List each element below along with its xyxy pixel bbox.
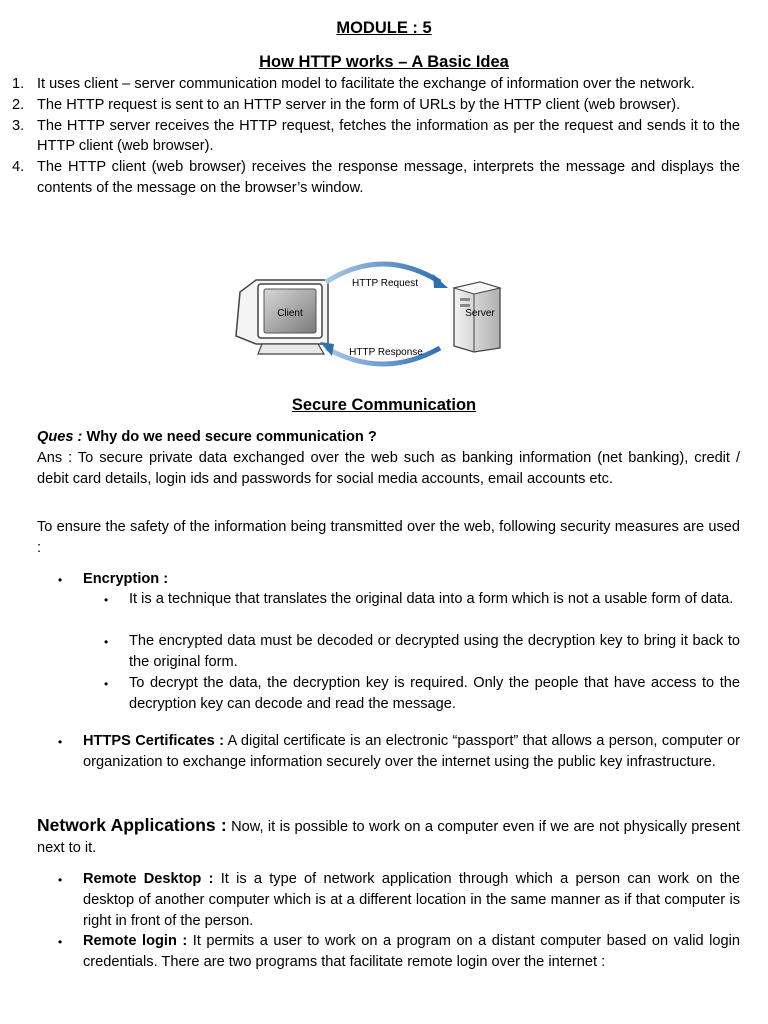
http-heading: How HTTP works – A Basic Idea — [259, 53, 509, 71]
request-label: HTTP Request — [352, 278, 418, 289]
network-heading: Network Applications : — [37, 815, 227, 835]
list-item — [58, 869, 740, 931]
request-arrowhead-icon — [433, 274, 448, 288]
secure-heading: Secure Communication — [291, 396, 477, 414]
list-text: The encrypted data must be decoded or decrypted using the decryption key to bring it back to the original form. — [129, 633, 740, 670]
bullet-icon: • — [58, 935, 63, 949]
encryption-label: Encryption : — [83, 571, 169, 587]
bullet-icon: • — [104, 593, 109, 607]
bullet-icon: • — [104, 635, 109, 649]
list-item — [58, 931, 740, 973]
list-item — [104, 631, 740, 673]
network-intro: Now, it is possible to work on a computer even if we are not physically present next to it. — [37, 819, 740, 856]
http-diagram — [228, 252, 518, 372]
list-item — [12, 74, 740, 95]
intro-paragraph: To ensure the safety of the information being transmitted over the web, following security measures are used : — [37, 519, 740, 556]
list-item — [104, 589, 740, 611]
remote-login-label: Remote login : — [83, 933, 188, 949]
list-item — [58, 569, 740, 591]
response-label: HTTP Response — [349, 347, 423, 358]
remote-login-text: It permits a user to work on a program on a distant computer based on valid login credentials. There are two programs that facilitate remote login over the internet : — [83, 933, 740, 970]
ques-text: Why do we need secure communication ? — [86, 429, 377, 445]
question-line — [37, 427, 740, 448]
remote-desktop-label: Remote Desktop : — [83, 871, 214, 887]
list-item — [58, 731, 740, 773]
list-number: 4. — [12, 159, 25, 176]
list-text: The HTTP request is sent to an HTTP server in the form of URLs by the HTTP client (web browser). — [37, 96, 681, 113]
list-text: The HTTP client (web browser) receives the response message, interprets the message and displays the contents of the message on the browser’s window. — [37, 159, 740, 196]
client-label: Client — [277, 308, 303, 319]
list-text: To decrypt the data, the decryption key is required. Only the people that have access to the decryption key can decode and read the message. — [129, 675, 740, 712]
list-text: It is a technique that translates the original data into a form which is not a usable form of data. — [129, 591, 734, 607]
network-paragraph — [37, 815, 740, 859]
list-item — [104, 673, 740, 715]
bullet-icon: • — [58, 735, 63, 749]
list-item — [12, 116, 740, 158]
list-item — [12, 157, 740, 199]
ques-label: Ques : — [37, 429, 83, 445]
https-label: HTTPS Certificates : — [83, 733, 224, 749]
list-item — [12, 95, 740, 116]
bullet-icon: • — [58, 573, 63, 587]
bullet-icon: • — [104, 677, 109, 691]
list-number: 3. — [12, 117, 25, 134]
list-number: 1. — [12, 76, 25, 92]
list-number: 2. — [12, 96, 25, 113]
https-text: A digital certificate is an electronic “passport” that allows a person, computer or organization to exchange information securely over the internet using the public key infrastructure. — [83, 733, 741, 770]
list-text: The HTTP server receives the HTTP request, fetches the information as per the request and sends it to the HTTP client (web browser). — [37, 117, 740, 155]
answer-paragraph: Ans : To secure private data exchanged over the web such as banking information (net banking), credit / debit card details, login ids and passwords for social media accounts, email accounts etc. — [37, 450, 740, 487]
module-title: MODULE : 5 — [336, 19, 432, 37]
bullet-icon: • — [58, 873, 63, 887]
list-text: It uses client – server communication model to facilitate the exchange of information over the network. — [37, 76, 695, 92]
server-label: Server — [465, 308, 495, 319]
http-numbered-list — [12, 74, 740, 199]
remote-desktop-text: It is a type of network application through which a person can work on the desktop of another computer which is at a different location in the same manner as if that computer is right in front of the person. — [83, 871, 740, 929]
